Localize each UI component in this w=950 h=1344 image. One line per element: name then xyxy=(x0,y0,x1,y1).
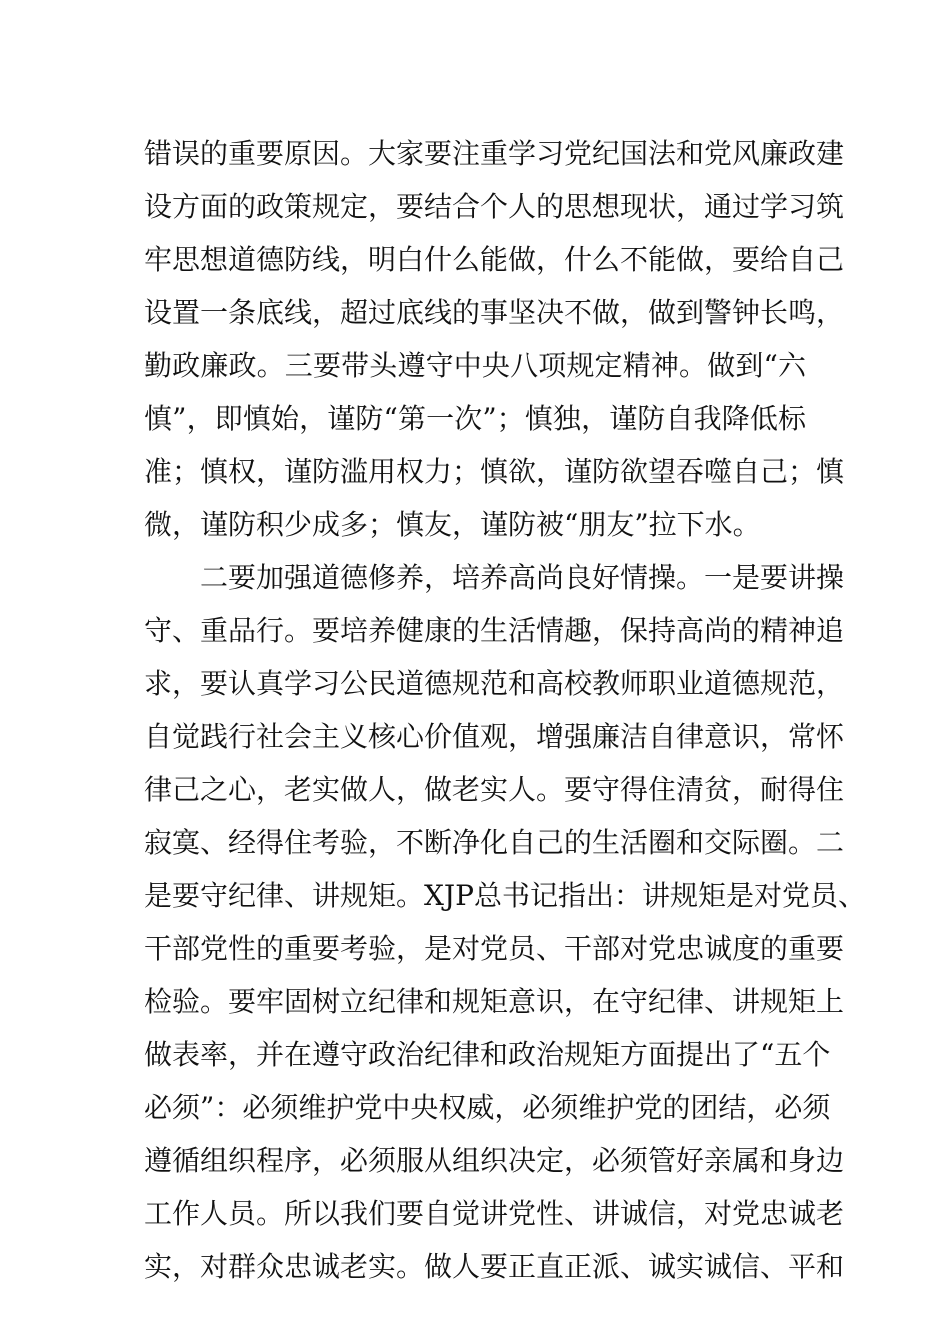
text-line: 准；慎权，谨防滥用权力；慎欲，谨防欲望吞噬自己；慎 xyxy=(144,455,845,488)
text-line: 必须”：必须维护党中央权威，必须维护党的团结，必须 xyxy=(144,1091,831,1124)
text-line: 实，对群众忠诚老实。做人要正直正派、诚实诚信、平和 xyxy=(144,1250,845,1283)
paragraph-first-line: 二要加强道德修养，培养高尚良好情操。一是要讲操 xyxy=(200,561,845,594)
text-line: 检验。要牢固树立纪律和规矩意识，在守纪律、讲规矩上 xyxy=(144,985,845,1018)
text-line: 寂寞、经得住考验，不断净化自己的生活圈和交际圈。二 xyxy=(144,826,845,859)
text-line: 自觉践行社会主义核心价值观，增强廉洁自律意识，常怀 xyxy=(144,720,845,753)
text-line: 求，要认真学习公民道德规范和高校教师职业道德规范， xyxy=(144,667,845,700)
text-line: 干部党性的重要考验，是对党员、干部对党忠诚度的重要 xyxy=(144,932,845,965)
text-line: 设方面的政策规定，要结合个人的思想现状，通过学习筑 xyxy=(144,190,845,223)
text-line: 守、重品行。要培养健康的生活情趣，保持高尚的精神追 xyxy=(144,614,845,647)
text-line: 错误的重要原因。大家要注重学习党纪国法和党风廉政建 xyxy=(144,137,845,170)
text-line: 遵循组织程序，必须服从组织决定，必须管好亲属和身边 xyxy=(144,1144,845,1177)
text-line: 微，谨防积少成多；慎友，谨防被“朋友”拉下水。 xyxy=(144,508,761,541)
text-line: 勤政廉政。三要带头遵守中央八项规定精神。做到“六 xyxy=(144,349,806,382)
text-line: 做表率，并在遵守政治纪律和政治规矩方面提出了“五个 xyxy=(144,1038,831,1071)
text-line: 慎”，即慎始，谨防“第一次”；慎独，谨防自我降低标 xyxy=(144,402,806,435)
text-line: 律己之心，老实做人，做老实人。要守得住清贫，耐得住 xyxy=(144,773,845,806)
text-line: 牢思想道德防线，明白什么能做，什么不能做，要给自己 xyxy=(144,243,845,276)
text-line: 工作人员。所以我们要自觉讲党性、讲诚信，对党忠诚老 xyxy=(144,1197,845,1230)
text-line: 设置一条底线，超过底线的事坚决不做，做到警钟长鸣， xyxy=(144,296,845,329)
text-line: 是要守纪律、讲规矩。XJP总书记指出：讲规矩是对党员、 xyxy=(144,879,867,912)
